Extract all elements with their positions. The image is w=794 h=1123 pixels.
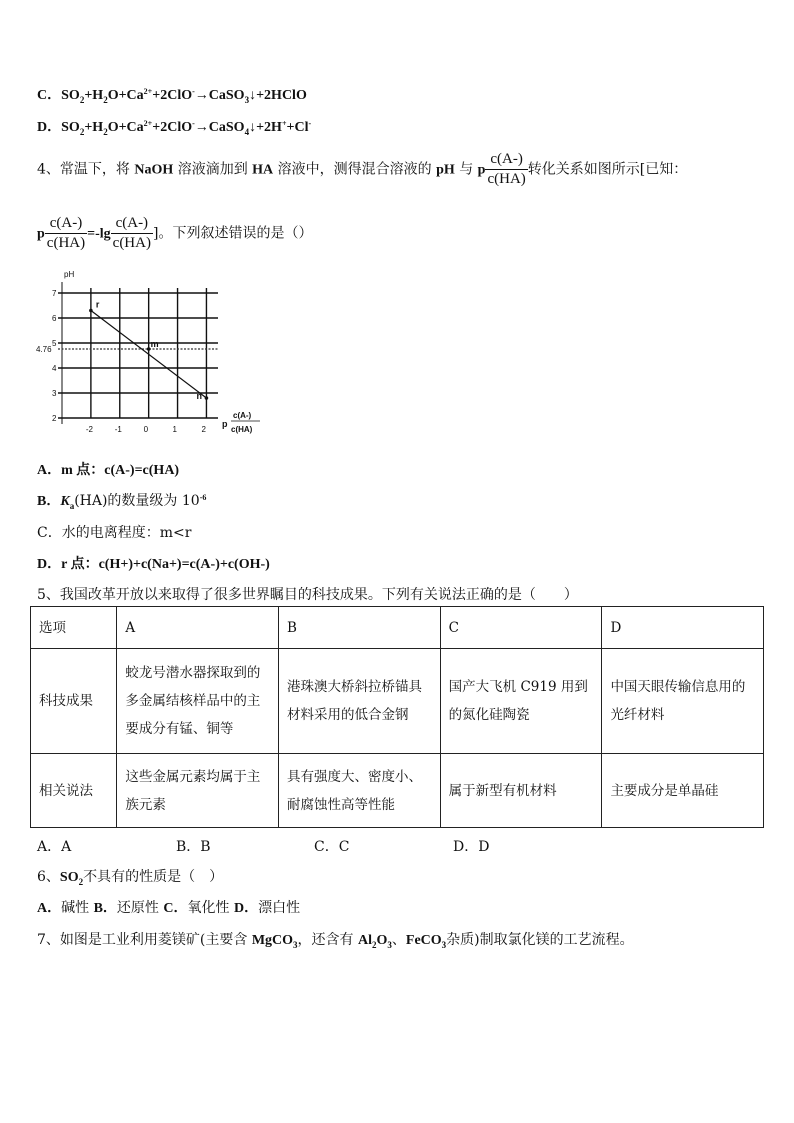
- table-cell: 中国天眼传输信息用的光纤材料: [602, 649, 764, 754]
- option-c: C．$SO_2+H_2O+Ca^{2+}+2ClO^-\to CaSO_3↓+2HClO$: [37, 87, 307, 105]
- point-n: [205, 396, 209, 400]
- q6-stem: 6、$SO_2$不具有的性质是（ ）: [37, 869, 224, 887]
- table-cell: 主要成分是单晶硅: [602, 754, 764, 828]
- q5-table: [30, 606, 764, 828]
- table-header: B: [279, 607, 441, 649]
- q5-option-a: A．A: [37, 839, 72, 855]
- y-tick-label: 4: [52, 364, 57, 373]
- y-tick-label: 3: [52, 389, 57, 398]
- y-tick-label: 5: [52, 339, 57, 348]
- x-tick-label: 2: [201, 425, 206, 434]
- x-axis-label-num: c(A-): [233, 411, 252, 420]
- fraction: $\frac{c(A-)}{c(HA)}$: [487, 151, 526, 187]
- table-cell: 具有强度大、密度小、耐腐蚀性高等性能: [279, 754, 441, 828]
- table-cell: 国产大飞机 C919 用到的氮化硅陶瓷: [440, 649, 602, 754]
- table-row: [31, 607, 764, 649]
- y-tick-label: 2: [52, 414, 57, 423]
- q4-option-a: A．m 点：c(A-)=c(HA): [37, 463, 180, 478]
- y-tick-label: 7: [52, 289, 57, 298]
- table-cell: 相关说法: [31, 754, 117, 828]
- option-d: D．$SO_2+H_2O+Ca^{2+}+2ClO^-\to CaSO_4↓+2H^++Cl^-$: [37, 119, 312, 137]
- x-tick-label: 0: [143, 425, 149, 434]
- table-cell: 科技成果: [31, 649, 117, 754]
- x-axis-label-p: p: [222, 419, 228, 429]
- point-label-n: n: [196, 391, 202, 401]
- table-header: A: [117, 607, 279, 649]
- x-tick-label: 1: [172, 425, 178, 434]
- fraction: $\frac{c(A-)}{c(HA)}$: [46, 215, 86, 251]
- table-cell: 这些金属元素均属于主族元素: [117, 754, 279, 828]
- q5-option-c: C．C: [314, 839, 350, 855]
- x-axis-label-den: c(HA): [231, 425, 253, 434]
- q6-options: A．碱性 B．还原性 C．氧化性 D．漂白性: [37, 900, 301, 916]
- ph-chart: [34, 266, 274, 446]
- table-cell: 属于新型有机材料: [440, 754, 602, 828]
- table-row: [31, 754, 764, 828]
- q4-stem: 4、常温下，将 NaOH 溶液滴加到 HA 溶液中，测得混合溶液的 pH 与 p $\frac{c(A-)}{c(HA)}$ 转化关系如图所示[已知：: [37, 151, 688, 187]
- table-cell: 蛟龙号潜水器探取到的多金属结核样品中的主要成分有锰、铜等: [117, 649, 279, 754]
- q5-option-d: D．D: [453, 839, 490, 855]
- y-tick-label: 6: [52, 314, 57, 323]
- table-header: C: [440, 607, 602, 649]
- chart-grid: [58, 282, 218, 424]
- table-header: 选项: [31, 607, 117, 649]
- q4-definition: p $\frac{c(A-)}{c(HA)}$ =-lg $\frac{c(A-)}{c(HA)}$ ]。下列叙述错误的是（）: [37, 215, 313, 251]
- q4-option-c: C．水的电离程度：m<r: [37, 525, 192, 541]
- q5-option-b: B．B: [176, 839, 211, 855]
- x-tick-label: -2: [85, 425, 94, 434]
- point-label-r: r: [95, 299, 100, 310]
- chart-ticks: [52, 289, 206, 434]
- table-row: [31, 649, 764, 754]
- table-header: D: [602, 607, 764, 649]
- q7-stem: 7、如图是工业利用菱镁矿(主要含 MgCO$_3$，还含有 $Al_2O_3$、FeCO$_3$杂质)制取氯化镁的工艺流程。: [37, 932, 634, 950]
- point-label-m: m: [150, 339, 159, 349]
- table-cell: 港珠澳大桥斜拉桥锚具材料采用的低合金钢: [279, 649, 441, 754]
- point-r: [89, 309, 93, 313]
- y-axis-label: pH: [64, 270, 75, 279]
- q5-stem: 5、我国改革开放以来取得了很多世界瞩目的科技成果。下列有关说法正确的是（ ）: [37, 587, 578, 603]
- q4-option-d: D．r 点：c(H+)+c(Na+)=c(A-)+c(OH-): [37, 557, 270, 572]
- reference-label: 4.76: [36, 345, 52, 354]
- fraction: $\frac{c(A-)}{c(HA)}$: [112, 215, 151, 251]
- x-tick-label: -1: [114, 425, 122, 434]
- q4-option-b: B．$K_a(HA)$的数量级为 $10^{-6}$: [37, 493, 207, 511]
